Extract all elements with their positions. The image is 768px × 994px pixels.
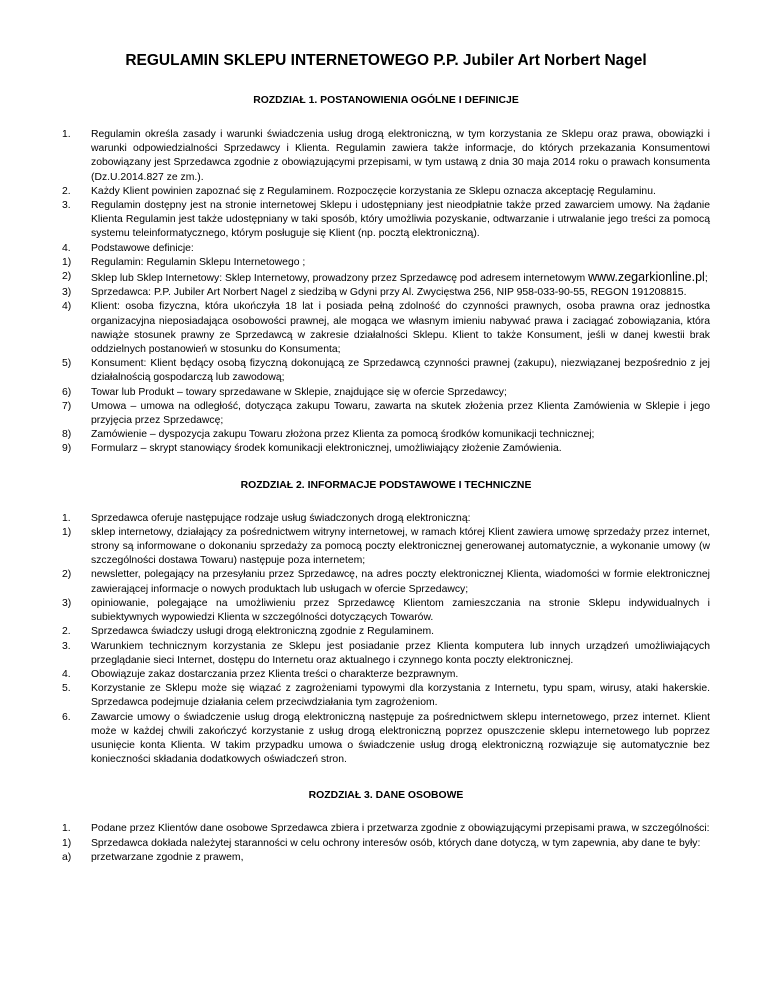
clause-text: Każdy Klient powinien zapoznać się z Regulaminem. Rozpoczęcie korzystania ze Sklepu oznacza akceptację Regulaminu. [91, 185, 656, 197]
clause-text: sklep internetowy, działający za pośrednictwem witryny internetowej, w ramach której Klient zawiera umowę sprzedaży przez internet, strony są informowane o dokonaniu sprzedaży za pomocą poczty elektronicznej generowanej automatycznie, a wykonanie umowy (w szczególności dostawa Towaru) następuje poza internetem; [91, 526, 710, 567]
clause [62, 822, 710, 836]
clause-number: 2. [62, 626, 71, 638]
clause-number: 1. [62, 129, 71, 140]
clause-list [62, 822, 710, 865]
clause-number: 7) [62, 400, 72, 412]
clause-text: Podstawowe definicje: [91, 242, 194, 254]
clause-number: 3. [62, 640, 71, 652]
clause-text: Warunkiem technicznym korzystania ze Sklepu jest posiadanie przez Klienta komputera lub innych urządzeń umożliwiających przeglądanie sieci Internet, dostępu do Internetu oraz aktualnego i czynnego konta poczty elektronicznej. [91, 640, 710, 666]
clause-text: opiniowanie, polegające na umożliwieniu przez Sprzedawcę Klientom zamieszczania na stronie Sklepu indywidualnych i subiektywnych wypowiedzi Klienta w szczególności dotyczących Towarów. [91, 597, 710, 624]
clause-text: Klient: osoba fizyczna, która ukończyła 18 lat i posiada pełną zdolność do czynności prawnych, osoba prawna oraz jednostka organizacyjna nieposiadająca osobowości prawnej, ale mogąca we własnym imieniu nabywać prawa i zaciągać zobowiązania, która nawiąże stosunek prawny ze Sprzedawcą w zakresie działalności Sklepu. Klient to także Konsument, jeśli w danej kwestii brak oddzielnych postanowień w stosunku do Konsumenta; [91, 301, 710, 356]
clause-number: 1) [62, 256, 72, 268]
clause-list [62, 128, 710, 457]
clause-number: 1. [62, 512, 71, 524]
clause [62, 270, 710, 286]
clause-text: Regulamin dostępny jest na stronie internetowej Sklepu i udostępniany jest nieodpłatnie także przed zawarciem umowy. Na żądanie Klienta Regulamin jest także udostępniany w taki sposób, który umożliwia pozyskanie, odtwarzanie i utrwalanie jego treści za pomocą systemu teleinformatycznego, którym posługuje się Klient (np. pocztą elektroniczną). [91, 200, 710, 240]
clause-text: newsletter, polegający na przesyłaniu przez Sprzedawcę, na adres poczty elektronicznej Klienta, wiadomości w formie elektronicznej zawierającej informacje o nowych produktach lub usługach w ofercie Sprzedawcy; [91, 569, 710, 595]
clause [62, 568, 710, 596]
clause-number: 1) [62, 837, 72, 849]
clause-text: Towar lub Produkt – towary sprzedawane w Sklepie, znajdujące się w ofercie Sprzedawcy; [91, 386, 507, 398]
section-heading: ROZDZIAŁ 3. DANE OSOBOWE [308, 790, 464, 802]
clause [62, 711, 710, 768]
clause [62, 640, 710, 668]
clause [62, 128, 710, 185]
clause [62, 837, 710, 851]
clause-text: Sprzedawca świadczy usługi drogą elektroniczną zgodnie z Regulaminem. [91, 626, 435, 638]
clause-text-tail: ; [704, 273, 708, 285]
clause-number: 8) [62, 429, 72, 441]
clause [62, 428, 710, 442]
clause-text: Zamówienie – dyspozycja zakupu Towaru złożona przez Klienta za pomocą środków komunikacji technicznej; [91, 429, 595, 441]
clause [62, 300, 710, 357]
clause-text: Obowiązuje zakaz dostarczania przez Klienta treści o charakterze bezprawnym. [91, 668, 459, 680]
clause [62, 851, 710, 865]
clause-number: 6. [62, 711, 71, 723]
clause-number: 4. [62, 668, 71, 680]
clause [62, 256, 710, 270]
clause-number: a) [62, 851, 72, 863]
clause-number: 1. [62, 823, 71, 835]
clause-text: Formularz – skrypt stanowiący środek komunikacji elektronicznej, umożliwiający złożenie Zamówienia. [91, 443, 562, 455]
clause-text: Zawarcie umowy o świadczenie usług drogą elektroniczną następuje za pośrednictwem sklepu internetowego, przez internet. Klient może w każdej chwili zakończyć korzystanie z usług drogą elektroniczną poprzez opuszczenie sklepu internetowego lub poprzez usunięcie konta Klienta. W takim przypadku umowa o świadczenie usług drogą elektroniczną rozwiązuje się automatycznie bez konieczności składania dodatkowych oświadczeń stron. [91, 711, 710, 766]
clause-text: przetwarzane zgodnie z prawem, [91, 851, 244, 863]
clause-number: 6) [62, 386, 72, 398]
clause [62, 526, 710, 569]
clause-text: Podane przez Klientów dane osobowe Sprzedawca zbiera i przetwarza zgodnie z obowiązującymi przepisami prawa, w szczególności: [91, 823, 710, 835]
clause-text: Korzystanie ze Sklepu może się wiązać z zagrożeniami typowymi dla korzystania z Internetu, typu spam, wirusy, ataki hakerskie. Sprzedawca podejmuje działania celem przeciwdziałania tym zagrożeniom. [91, 683, 710, 709]
clause-number: 4) [62, 301, 72, 313]
clause-text: Regulamin określa zasady i warunki świadczenia usług drogą elektroniczną, w tym korzystania ze Sklepu oraz prawa, obowiązki i warunki odpowiedzialności Sprzedawcy i Klienta. Regulamin zawiera także informacje, do których przekazania Konsumentowi zobowiązany jest Sprzedawca zgodnie z obowiązującymi przepisami, w tym ustawą z dnia 30 maja 2014 roku o prawach konsumenta (Dz.U.2014.827 ze zm.). [91, 129, 710, 183]
clause-number: 4. [62, 242, 71, 254]
shop-url: www.zegarkionline.pl [588, 270, 705, 285]
section-heading: ROZDZIAŁ 2. INFORMACJE PODSTAWOWE I TECHNICZNE [240, 479, 532, 491]
clause-text: Sprzedawca oferuje następujące rodzaje usług świadczonych drogą elektroniczną: [91, 512, 471, 524]
clause [62, 512, 710, 526]
clause-list [62, 512, 710, 768]
clause [62, 286, 710, 300]
clause-number: 3. [62, 200, 71, 212]
clause-text: Sprzedawca dokłada należytej staranności w celu ochrony interesów osób, których dane dotyczą, w tym zapewnia, aby dane te były: [91, 837, 701, 849]
clause-number: 2) [62, 569, 72, 581]
clause-number: 1) [62, 526, 72, 538]
clause [62, 400, 710, 428]
clause-text: Regulamin: Regulamin Sklepu Internetowego ; [91, 256, 306, 268]
clause [62, 442, 710, 456]
clause-number: 3) [62, 287, 72, 299]
clause [62, 357, 710, 385]
document-title: REGULAMIN SKLEPU INTERNETOWEGO P.P. Jubiler Art Norbert Nagel [125, 52, 647, 69]
clause-text: Sprzedawca: P.P. Jubiler Art Norbert Nagel z siedzibą w Gdyni przy Al. Zwycięstwa 256, NIP 958-033-90-55, REGON 191208815. [91, 287, 687, 299]
clause-number: 2. [62, 185, 71, 197]
clause-number: 5) [62, 358, 72, 370]
clause [62, 386, 710, 400]
clause [62, 597, 710, 625]
clause-number: 2) [62, 271, 72, 283]
clause [62, 625, 710, 639]
clause-number: 9) [62, 443, 72, 455]
clause-text: Konsument: Klient będący osobą fizyczną dokonującą ze Sprzedawcą czynności prawnej (zakupu), niezwiązanej bezpośrednio z jej działalnością gospodarczą lub zawodową; [91, 358, 710, 384]
clause-number: 3) [62, 597, 72, 609]
clause-text [91, 270, 710, 286]
clause [62, 185, 710, 199]
section-heading: ROZDZIAŁ 1. POSTANOWIENIA OGÓLNE I DEFINICJE [253, 95, 519, 106]
clause [62, 199, 710, 242]
clause-number: 5. [62, 683, 71, 695]
clause [62, 682, 710, 710]
clause-text: Umowa – umowa na odległość, dotycząca zakupu Towaru, zawarta na skutek złożenia przez Klienta Zamówienia w Sklepie i jego przyjęcia przez Sprzedawcę; [91, 400, 710, 427]
clause-text-main: Sklep lub Sklep Internetowy: Sklep Internetowy, prowadzony przez Sprzedawcę pod adresem internetowym [91, 273, 586, 285]
clause [62, 668, 710, 682]
clause [62, 242, 710, 256]
